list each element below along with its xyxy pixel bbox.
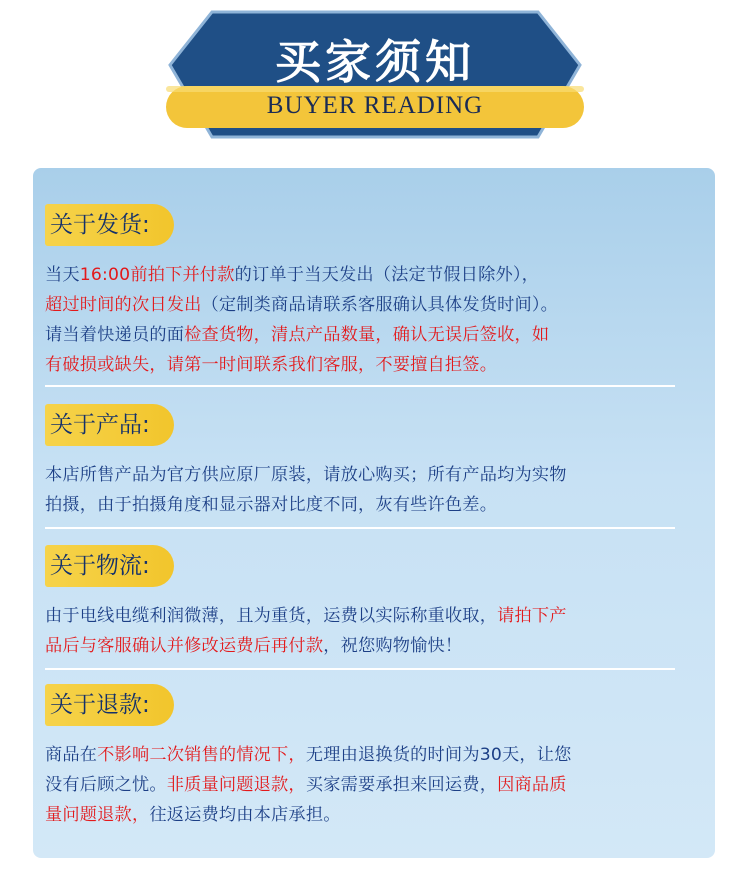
body-text: ，祝您购物愉快！ xyxy=(323,636,463,656)
header-banner xyxy=(0,0,750,150)
section-tag: 关于物流: xyxy=(45,545,174,587)
body-text: 商品在 xyxy=(45,745,98,765)
body-text: 没有后顾之忧。 xyxy=(45,775,167,795)
body-text: 往返运费均由本店承担。 xyxy=(149,805,341,825)
text-line xyxy=(45,631,685,661)
highlight-text: 请拍下产 xyxy=(497,606,567,626)
highlight-text: 因商品质 xyxy=(497,775,567,795)
divider xyxy=(45,385,675,387)
body-text: （定制类商品请联系客服确认具体发货时间）。 xyxy=(201,295,559,315)
section-text xyxy=(45,260,685,380)
text-line xyxy=(45,290,685,320)
highlight-text: 不影响二次销售的情况下， xyxy=(97,745,306,765)
divider xyxy=(45,527,675,529)
section-tag: 关于产品: xyxy=(45,404,174,446)
highlight-text: 非质量问题退款， xyxy=(166,775,306,795)
text-line xyxy=(45,490,685,520)
body-text: 拍摄，由于拍摄角度和显示器对比度不同，灰有些许色差。 xyxy=(45,495,498,515)
section-text xyxy=(45,460,685,520)
body-text: 本店所售产品为官方供应原厂原装，请放心购买；所有产品均为实物 xyxy=(45,465,567,485)
text-line xyxy=(45,740,685,770)
highlight-text: 品后与客服确认并修改运费后再付款 xyxy=(45,636,324,656)
text-line xyxy=(45,460,685,490)
body-text: 由于电线电缆利润微薄，且为重货，运费以实际称重收取， xyxy=(45,606,498,626)
body-text: 无理由退换货的时间为30天，让您 xyxy=(305,745,572,765)
highlight-text: 16:00前拍下并付款 xyxy=(79,265,235,285)
body-text: 买家需要承担来回运费， xyxy=(305,775,498,795)
highlight-text: 检查货物，清点产品数量，确认无误后签收，如 xyxy=(184,325,550,345)
text-line xyxy=(45,350,685,380)
section-tag: 关于发货: xyxy=(45,204,174,246)
banner-subtitle: BUYER READING xyxy=(266,92,484,119)
section-text xyxy=(45,740,685,830)
highlight-text: 有破损或缺失，请第一时间联系我们客服，不要擅自拒签。 xyxy=(45,355,498,375)
body-text: 的订单于当天发出（法定节假日除外）， xyxy=(234,265,540,285)
text-line xyxy=(45,800,685,830)
body-text: 请当着快递员的面 xyxy=(45,325,185,345)
highlight-text: 量问题退款， xyxy=(45,805,150,825)
divider xyxy=(45,668,675,670)
text-line xyxy=(45,260,685,290)
text-line xyxy=(45,770,685,800)
section-tag: 关于退款: xyxy=(45,684,174,726)
banner-title: 买家须知 xyxy=(275,35,475,89)
text-line xyxy=(45,601,685,631)
text-line xyxy=(45,320,685,350)
body-text: 当天 xyxy=(45,265,80,285)
section-text xyxy=(45,601,685,661)
highlight-text: 超过时间的次日发出 xyxy=(45,295,202,315)
